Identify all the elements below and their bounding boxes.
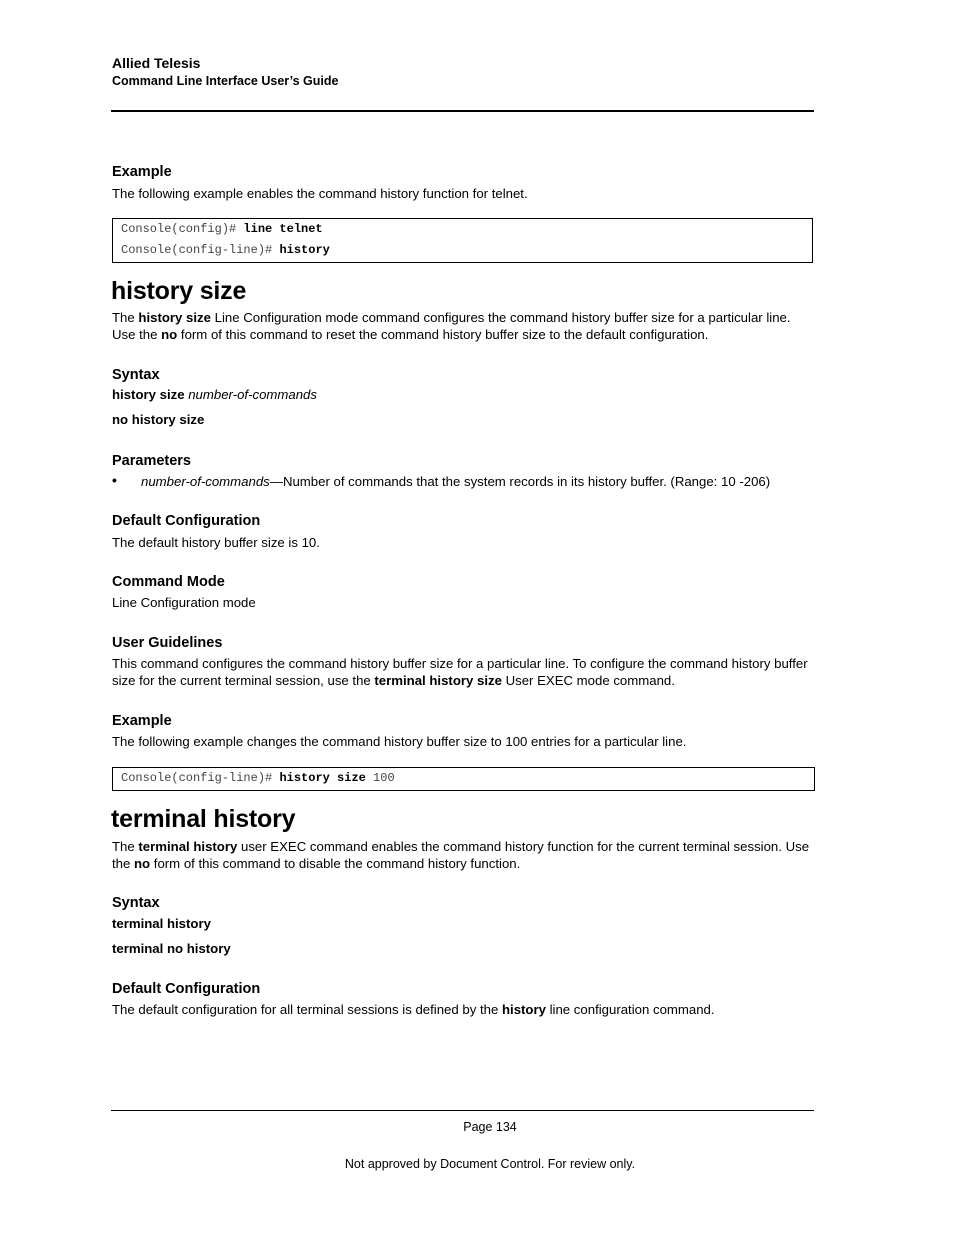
example-text: The following example changes the command history buffer size to 100 entries for a particular line. (112, 734, 687, 749)
syntax-heading: Syntax (112, 367, 160, 383)
syntax-line: no history size (112, 412, 205, 427)
review-notice: Not approved by Document Control. For review only. (344, 1157, 636, 1171)
syntax-line: terminal history (112, 916, 211, 931)
code-command: line telnet (243, 222, 323, 236)
default-config-text: The default history buffer size is 10. (112, 535, 320, 550)
code-argument: 100 (365, 771, 395, 785)
syntax-line: history size number-of-commands (112, 387, 317, 402)
code-command: history size (279, 771, 366, 785)
example-text: The following example enables the command history function for telnet. (112, 186, 528, 201)
syntax-heading: Syntax (112, 895, 160, 911)
header-divider (111, 110, 814, 112)
parameter-item: number-of-commands—Number of commands that the system records in its history buffer. (Range: 10 -206) (141, 474, 771, 489)
default-config-heading: Default Configuration (112, 981, 261, 997)
command-mode-text: Line Configuration mode (112, 595, 256, 610)
bullet: • (112, 472, 117, 488)
code-prompt: Console(config-line)# (121, 243, 280, 257)
code-block (112, 767, 815, 791)
user-guidelines-text: This command configures the command history buffer size for a particular line. To configure the command history buffer size for the current terminal session, use the terminal history size User EXEC mode command. (112, 656, 808, 688)
page-number: Page 134 (463, 1120, 517, 1134)
section-title-history-size: history size (111, 277, 247, 305)
code-command: history (279, 243, 330, 257)
default-config-heading: Default Configuration (112, 513, 261, 529)
default-config-text: The default configuration for all terminal sessions is defined by the history line configuration command. (112, 1002, 715, 1017)
company-name: Allied Telesis (112, 55, 201, 71)
example-heading: Example (112, 164, 172, 180)
code-prompt: Console(config)# (121, 222, 244, 236)
footer-divider (111, 1110, 814, 1111)
user-guidelines-heading: User Guidelines (112, 635, 223, 651)
example-heading: Example (112, 713, 172, 729)
code-block (112, 218, 813, 263)
code-prompt: Console(config-line)# (121, 771, 280, 785)
section-title-terminal-history: terminal history (111, 805, 296, 833)
code-line (121, 771, 395, 785)
code-line (121, 243, 330, 257)
code-line (121, 222, 323, 236)
command-mode-heading: Command Mode (112, 574, 225, 590)
parameters-heading: Parameters (112, 453, 191, 469)
guide-title: Command Line Interface User’s Guide (112, 74, 339, 88)
terminal-history-intro: The terminal history user EXEC command enables the command history function for the current terminal session. Use the no form of this command to disable the command history function. (112, 839, 810, 871)
syntax-line: terminal no history (112, 941, 231, 956)
history-size-intro: The history size Line Configuration mode command configures the command history buffer size for a particular line. Use the no form of this command to reset the command history buffer size to the default configuration. (112, 310, 791, 342)
